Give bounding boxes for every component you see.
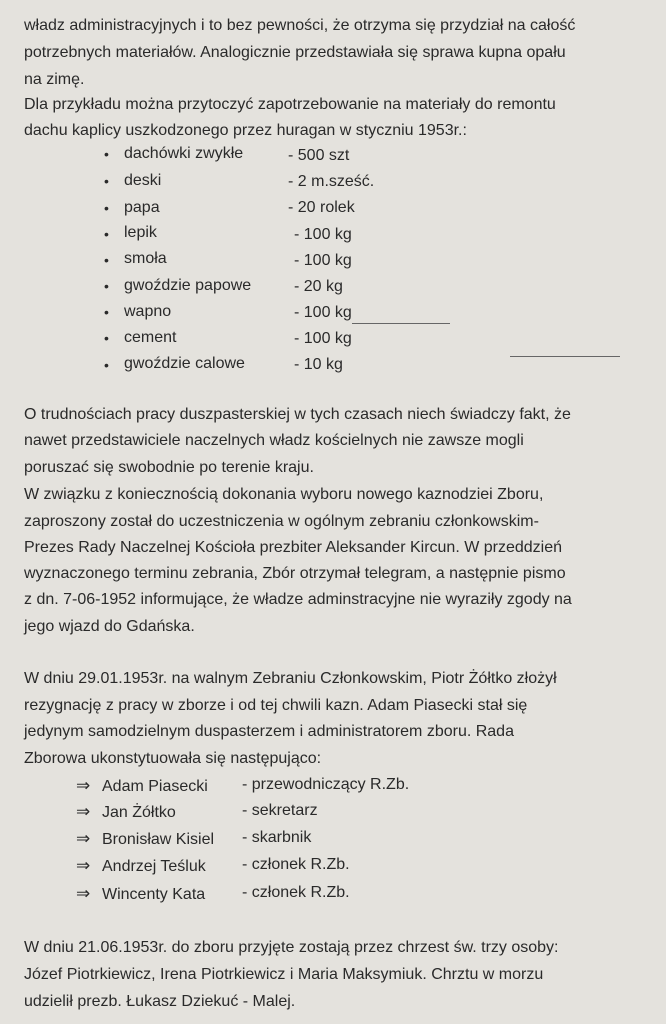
material-name: dachówki zwykłe — [124, 145, 244, 162]
bullet-icon: • — [104, 304, 109, 320]
arrow-icon: ⇒ — [76, 856, 91, 875]
material-name: lepik — [124, 224, 157, 241]
pencil-mark — [352, 323, 450, 324]
bullet-icon: • — [104, 226, 109, 242]
material-name: gwoździe calowe — [124, 355, 245, 372]
council-member-name: Bronisław Kisiel — [102, 831, 215, 848]
bullet-icon: • — [104, 330, 109, 346]
arrow-icon: ⇒ — [76, 776, 91, 795]
paragraph-line: poruszać się swobodnie po terenie kraju. — [24, 459, 314, 476]
bullet-icon: • — [104, 200, 109, 216]
bullet-icon: • — [104, 252, 109, 268]
council-member-name: Jan Żółtko — [102, 804, 176, 821]
material-name: smoła — [124, 250, 167, 267]
paragraph-line: W dniu 21.06.1953r. do zboru przyjęte zostają przez chrzest św. trzy osoby: — [24, 939, 559, 956]
material-qty: - 20 rolek — [288, 199, 355, 216]
paragraph-line: W związku z koniecznością dokonania wyboru nowego kaznodziei Zboru, — [24, 486, 544, 503]
paragraph-line: wyznaczonego terminu zebrania, Zbór otrzymał telegram, a następnie pismo — [24, 565, 566, 582]
material-name: cement — [124, 329, 177, 346]
council-member-role: - skarbnik — [242, 829, 312, 846]
paragraph-line: Zborowa ukonstytuowała się następująco: — [24, 750, 322, 767]
paragraph-line: nawet przedstawiciele naczelnych władz kościelnych nie zawsze mogli — [24, 432, 524, 449]
paragraph-line: zaproszony został do uczestniczenia w ogólnym zebraniu członkowskim- — [24, 513, 539, 530]
intro-line: władz administracyjnych i to bez pewności, że otrzyma się przydział na całość — [24, 17, 576, 34]
paragraph-line: W dniu 29.01.1953r. na walnym Zebraniu Członkowskim, Piotr Żółtko złożył — [24, 670, 557, 687]
paragraph-line: udzielił prezb. Łukasz Dziekuć - Malej. — [24, 993, 296, 1010]
material-qty: - 20 kg — [294, 278, 343, 295]
material-qty: - 10 kg — [294, 356, 343, 373]
intro-line: potrzebnych materiałów. Analogicznie przedstawiała się sprawa kupna opału — [24, 44, 566, 61]
council-member-name: Adam Piasecki — [102, 778, 208, 795]
council-member-role: - członek R.Zb. — [242, 884, 350, 901]
council-member-role: - członek R.Zb. — [242, 856, 350, 873]
paragraph-line: jedynym samodzielnym duspasterzem i administratorem zboru. Rada — [24, 723, 514, 740]
material-qty: - 2 m.sześć. — [288, 173, 375, 190]
council-member-name: Wincenty Kata — [102, 886, 206, 903]
council-member-role: - sekretarz — [242, 802, 318, 819]
arrow-icon: ⇒ — [76, 829, 91, 848]
paragraph-line: Prezes Rady Naczelnej Kościoła prezbiter Aleksander Kircun. W przeddzień — [24, 539, 563, 556]
material-name: wapno — [124, 303, 172, 320]
material-qty: - 100 kg — [294, 330, 352, 347]
example-line: Dla przykładu można przytoczyć zapotrzebowanie na materiały do remontu — [24, 96, 556, 113]
arrow-icon: ⇒ — [76, 802, 91, 821]
bullet-icon: • — [104, 173, 109, 189]
arrow-icon: ⇒ — [76, 884, 91, 903]
council-member-name: Andrzej Teśluk — [102, 858, 206, 875]
material-qty: - 500 szt — [288, 147, 350, 164]
council-member-role: - przewodniczący R.Zb. — [242, 776, 410, 793]
paragraph-line: O trudnościach pracy duszpasterskiej w tych czasach niech świadczy fakt, że — [24, 406, 571, 423]
material-qty: - 100 kg — [294, 304, 352, 321]
bullet-icon: • — [104, 357, 109, 373]
bullet-icon: • — [104, 146, 109, 162]
pencil-mark — [510, 356, 620, 357]
paragraph-line: z dn. 7-06-1952 informujące, że władze adminstracyjne nie wyraziły zgody na — [24, 591, 572, 608]
paragraph-line: rezygnację z pracy w zborze i od tej chwili kazn. Adam Piasecki stał się — [24, 697, 528, 714]
material-name: deski — [124, 172, 162, 189]
paragraph-line: jego wjazd do Gdańska. — [24, 618, 195, 635]
example-line: dachu kaplicy uszkodzonego przez huragan w styczniu 1953r.: — [24, 122, 467, 139]
paragraph-line: Józef Piotrkiewicz, Irena Piotrkiewicz i Maria Maksymiuk. Chrztu w morzu — [24, 966, 544, 983]
material-qty: - 100 kg — [294, 252, 352, 269]
material-name: gwoździe papowe — [124, 277, 252, 294]
intro-line: na zimę. — [24, 71, 85, 88]
bullet-icon: • — [104, 278, 109, 294]
material-name: papa — [124, 199, 160, 216]
material-qty: - 100 kg — [294, 226, 352, 243]
